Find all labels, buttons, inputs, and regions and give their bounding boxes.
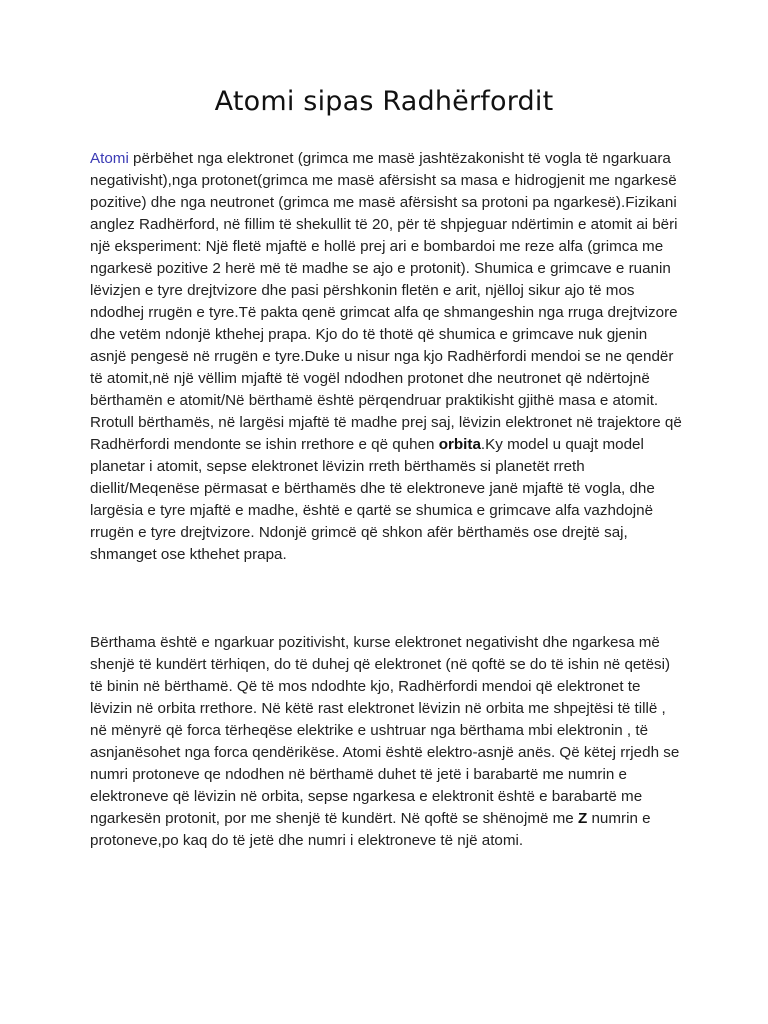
paragraph-2-text-b: numrin e protoneve,po kaq do të jetë dhe numri i elektroneve të një atomi. [90, 810, 651, 849]
paragraph-1-text-a: përbëhet nga elektronet (grimca me masë jashtëzakonisht të vogla të ngarkuara negativisht),nga protonet(grimca me masë afërsisht sa masa e hidrogjenit me ngarkesë pozitive) dhe nga neutronet (grimca me masë afërsisht sa protoni pa ngarkesë).Fizikani anglez Radhërford, në fillim të shekullit të 20, për të shpjeguar ndërtimin e atomit ai bëri një eksperiment: Një fletë mjaftë e hollë prej ari e bombardoi me reze alfa (grimca me ngarkesë pozitive 2 herë më të madhe se ajo e protonit). Shumica e grimcave e ruanin lëvizjen e tyre drejtvizore dhe pasi përshkonin fletën e arit, njëlloj sikur ajo të mos ndodhej rrugën e tyre.Të pakta qenë grimcat alfa qe shmangeshin nga rruga drejtvizore dhe vetëm ndonjë kthehej prapa. Kjo do të thotë që shumica e grimcave nuk gjenin asnjë pengesë në rrugën e tyre.Duke u nisur nga kjo Radhërfordi mendoi se ne qendër të atomit,në një vëllim mjaftë të vogël ndodhen protonet dhe neutronet që ndërtojnë bërthamën e atomit/Në bërthamë është përqendruar praktikisht gjithë masa e atomit. Rrotull bërthamës, në largësi mjaftë të madhe prej saj, lëvizin elektronet në trajektore që Radhërfordi mendonte se ishin rrethore e që quhen [90, 150, 682, 453]
paragraph-2 [90, 632, 686, 852]
paragraph-1 [90, 148, 686, 566]
z-bold-term: Z [577, 810, 588, 827]
paragraph-2-text-a: Bërthama është e ngarkuar pozitivisht, kurse elektronet negativisht dhe ngarkesa më shenjë të kundërt tërhiqen, do të duhej që elektronet (në qoftë se do të ishin në qetësi) të binin në bërthamë. Që të mos ndodhte kjo, Radhërfordi mendoi që elektronet te lëvizin në orbita rrethore. Në këtë rast elektronet lëvizin në orbita me shpejtësi të tillë , në mënyrë që forca tërheqëse elektrike e ushtruar nga bërthama mbi elektronin , të asnjanësohet nga forca qendërikëse. Atomi është elektro-asnjë anës. Që këtej rrjedh se numri protoneve qe ndodhen në bërthamë duhet të jetë i barabartë me numrin e elektroneve që lëvizin në orbita, sepse ngarkesa e elektronit është e barabartë me ngarkesën protonit, por me shenjë të kundërt. Në qoftë se shënojmë me [90, 634, 680, 827]
atomi-link[interactable]: Atomi [90, 150, 129, 167]
orbita-bold-term: orbita [438, 436, 481, 453]
paragraph-1-text-b: .Ky model u quajt model planetar i atomit, sepse elektronet lëvizin rreth bërthamës si planetët rreth diellit/Meqenëse përmasat e bërthamës dhe të elektroneve janë mjaftë të vogla, dhe largësia e tyre mjaftë e madhe, është e qartë se shumica e grimcave alfa vazhdojnë rrugën e tyre drejtvizore. Ndonjë grimcë që shkon afër bërthamës ose drejtë saj, shmanget ose kthehet prapa. [90, 436, 655, 563]
document-title: Atomi sipas Radhërfordit [214, 86, 554, 117]
